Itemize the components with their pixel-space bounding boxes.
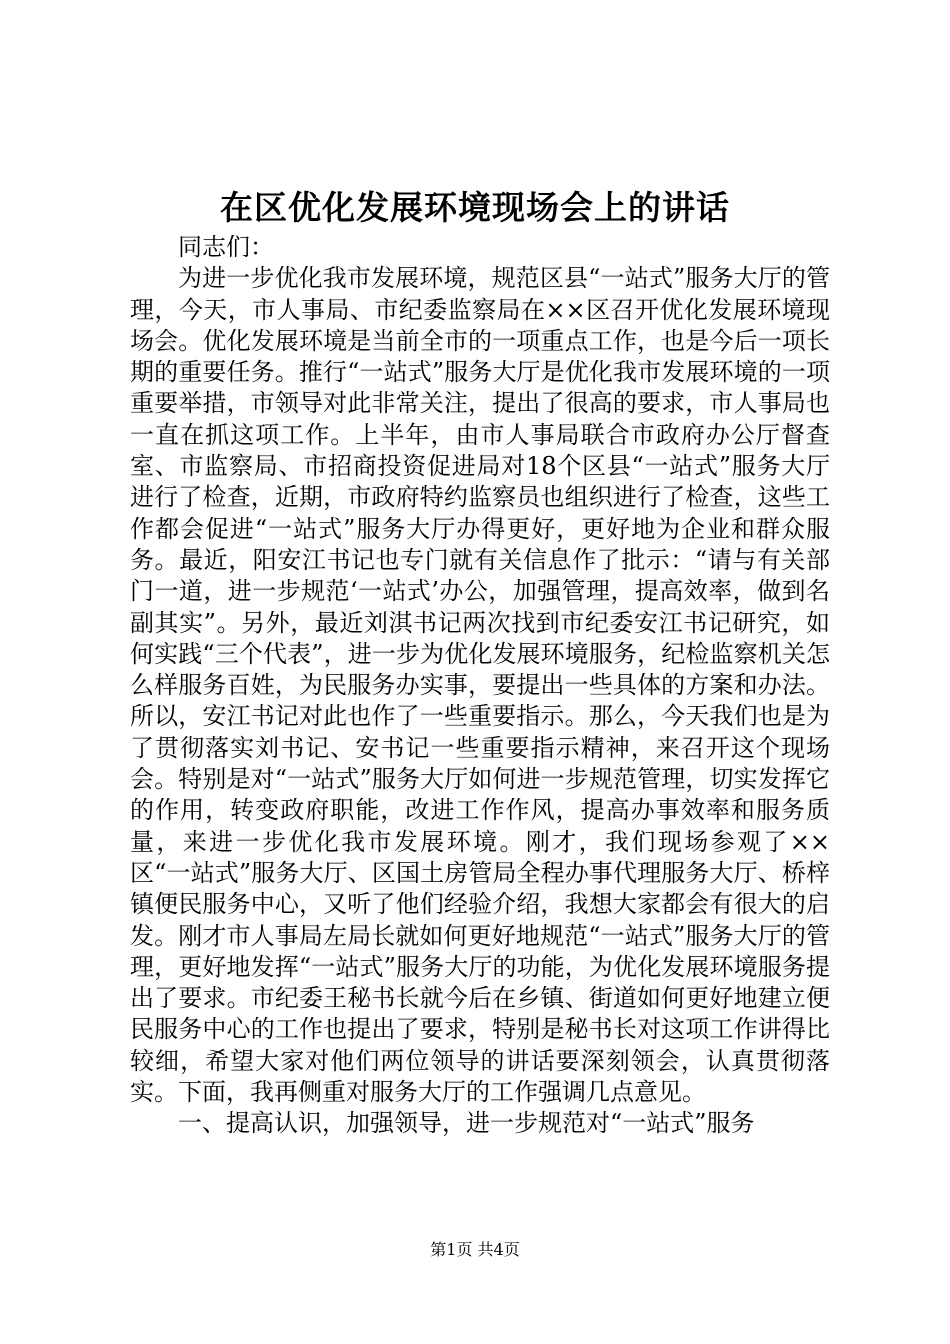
document-body	[130, 232, 830, 1140]
body-paragraph: 为进一步优化我市发展环境，规范区县“一站式”服务大厅的管理，今天，市人事局、市纪委监察局在××区召开优化发展环境现场会。优化发展环境是当前全市的一项重点工作，也是今后一项长期的重要任务。推行“一站式”服务大厅是优化我市发展环境的一项重要举措，市领导对此非常关注，提出了很高的要求，市人事局也一直在抓这项工作。上半年，由市人事局联合市政府办公厅督查室、市监察局、市招商投资促进局对18个区县“一站式”服务大厅进行了检查，近期，市政府特约监察员也组织进行了检查，这些工作都会促进“一站式”服务大厅办得更好，更好地为企业和群众服务。最近，阳安江书记也专门就有关信息作了批示：“请与有关部门一道，进一步规范‘一站式’办公，加强管理，提高效率，做到名副其实”。另外，最近刘淇书记两次找到市纪委安江书记研究，如何实践“三个代表”，进一步为优化发展环境服务，纪检监察机关怎么样服务百姓，为民服务办实事，要提出一些具体的方案和办法。所以，安江书记对此也作了一些重要指示。那么，今天我们也是为了贯彻落实刘书记、安书记一些重要指示精神，来召开这个现场会。特别是对“一站式”服务大厅如何进一步规范管理，切实发挥它的作用，转变政府职能，改进工作作风，提高办事效率和服务质量，来进一步优化我市发展环境。刚才，我们现场参观了××区“一站式”服务大厅、区国土房管局全程办事代理服务大厅、桥梓镇便民服务中心，又听了他们经验介绍，我想大家都会有很大的启发。刚才市人事局左局长就如何更好地规范“一站式”服务大厅的管理，更好地发挥“一站式”服务大厅的功能，为优化发展环境服务提出了要求。市纪委王秘书长就今后在乡镇、街道如何更好地建立便民服务中心的工作也提出了要求，特别是秘书长对这项工作讲得比较细，希望大家对他们两位领导的讲话要深刻领会，认真贯彻落实。下面，我再侧重对服务大厅的工作强调几点意见。	[130, 264, 830, 1107]
document-title: 在区优化发展环境现场会上的讲话	[220, 188, 730, 227]
salutation: 同志们：	[178, 233, 274, 261]
page-footer: 第1页 共4页	[430, 1240, 520, 1259]
body-paragraph: 一、提高认识，加强领导，进一步规范对“一站式”服务	[178, 1109, 755, 1138]
